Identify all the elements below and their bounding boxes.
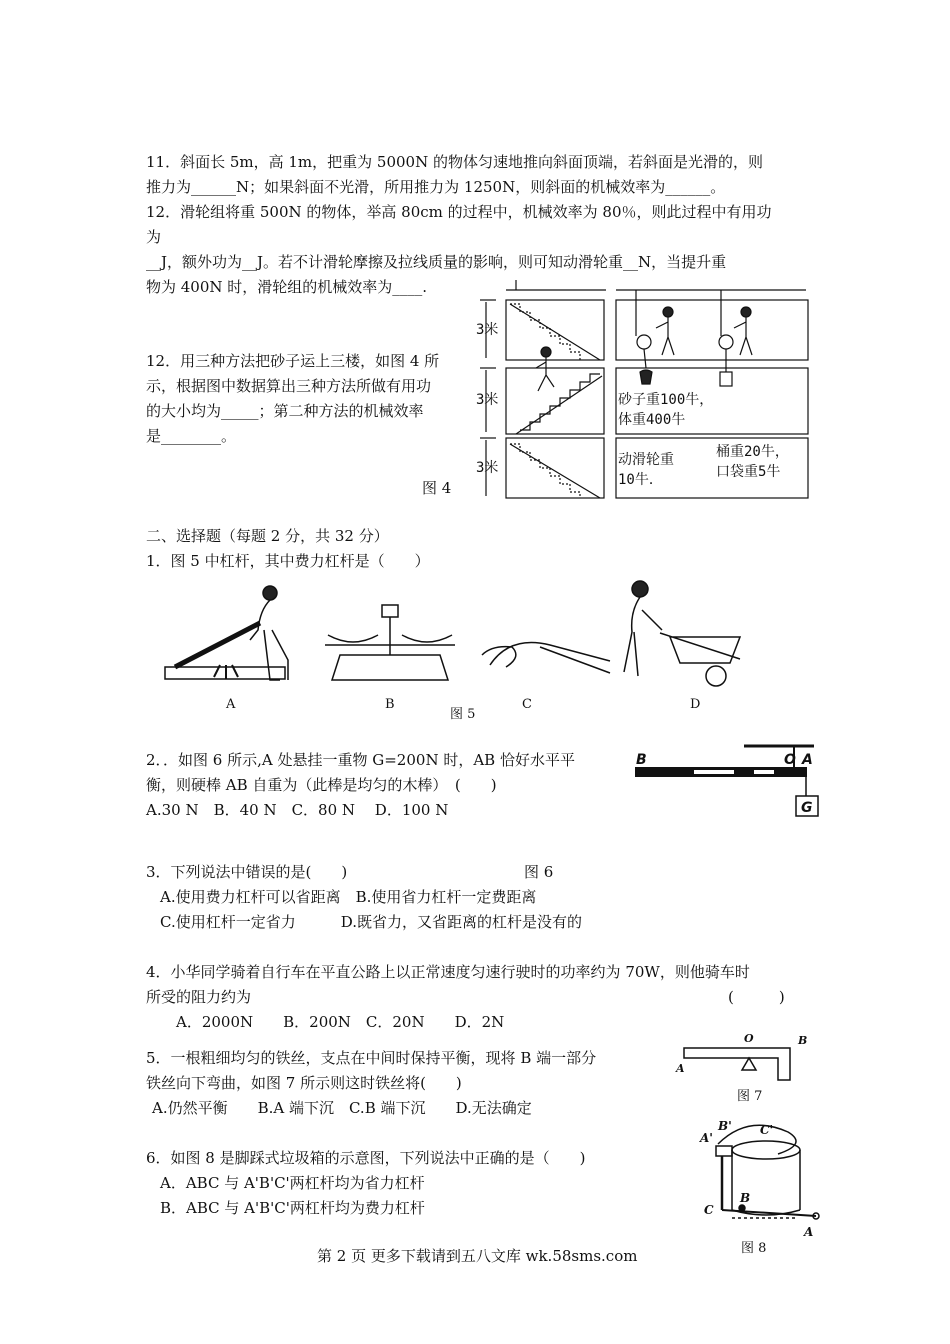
fig4-pulley-val: 10牛． (618, 472, 663, 488)
fig8-label-b: B (740, 1191, 751, 1205)
fig7-label-b: B (798, 1034, 808, 1047)
q6-option-b: B．ABC 与 A'B'C'两杠杆均为费力杠杆 (160, 1199, 425, 1217)
q12b-line1: 12．用三种方法把砂子运上三楼，如图 4 所 (146, 352, 440, 370)
fig4-pulley: 动滑轮重 (618, 452, 674, 468)
fig6-label-b: B (636, 752, 647, 768)
q1-stem: 1．图 5 中杠杆，其中费力杠杆是（ ） (146, 552, 430, 570)
q4-line1: 4．小华同学骑着自行车在平直公路上以正常速度匀速行驶时的功率约为 70W，则他骑车时 (146, 963, 750, 981)
fig6-label-o: O (784, 752, 796, 768)
q12a-line4: 物为 400N 时，滑轮组的机械效率为____. (146, 278, 428, 296)
fig8-label-a-prime: A' (700, 1131, 713, 1145)
fig5-caption: 图 5 (450, 707, 476, 722)
q1-label-b: B (385, 697, 395, 712)
figure-6 (634, 742, 824, 822)
page-footer: 第 2 页 更多下载请到五八文库 wk.58sms.com (317, 1247, 638, 1265)
fig8-label-a: A (804, 1225, 814, 1239)
q1-label-c: C (522, 697, 532, 712)
q11-line2: 推力为______N；如果斜面不光滑，所用推力为 1250N，则斜面的机械效率为______。 (146, 178, 726, 196)
fig4-bag: 口袋重5牛 (716, 464, 781, 480)
q5-options: A.仍然平衡 B.A 端下沉 C.B 端下沉 D.无法确定 (152, 1099, 532, 1117)
fig4-sand: 砂子重100牛， (618, 392, 714, 408)
q12a-line2: 为 (146, 228, 162, 246)
figure-8 (698, 1112, 828, 1238)
q1-label-a: A (226, 697, 236, 712)
figure-4 (476, 280, 812, 502)
fig4-bucket: 桶重20牛， (716, 444, 789, 460)
fig6-caption: 图 6 (524, 863, 554, 881)
fig6-label-a: A (802, 752, 813, 768)
fig8-label-c: C (704, 1203, 714, 1217)
fig4-height-label-2: 3米 (476, 392, 499, 408)
q12a-line3: __J，额外功为__J。若不计滑轮摩擦及拉线质量的影响，则可知动滑轮重__N，当提升重 (146, 253, 727, 271)
q1-label-d: D (690, 697, 701, 712)
q12a-line1: 12．滑轮组将重 500N 的物体，举高 80cm 的过程中，机械效率为 80％，则此过程中有用功 (146, 203, 772, 221)
fig4-height-label-3: 3米 (476, 460, 499, 476)
q5-line2: 铁丝向下弯曲，如图 7 所示则这时铁丝将( ) (146, 1074, 462, 1092)
q2-line2: 衡，则硬棒 AB 自重为（此棒是均匀的木棒） ( ) (146, 776, 497, 794)
q3-stem: 3．下列说法中错误的是( ) (146, 863, 348, 881)
q4-bracket: ( ) (728, 988, 785, 1006)
fig7-label-a: A (676, 1062, 685, 1075)
q2-line1: 2．．如图 6 所示,A 处悬挂一重物 G=200N 时，AB 恰好水平平 (146, 751, 575, 769)
fig4-caption: 图 4 (422, 479, 452, 497)
q5-line1: 5．一根粗细均匀的铁丝，支点在中间时保持平衡，现将 B 端一部分 (146, 1049, 597, 1067)
q4-options: A．2000N B．200N C．20N D．2N (176, 1013, 505, 1031)
q3-options-cd: C.使用杠杆一定省力 D.既省力，又省距离的杠杆是没有的 (160, 913, 582, 931)
q3-options-ab: A.使用费力杠杆可以省距离 B.使用省力杠杆一定费距离 (160, 888, 537, 906)
fig8-caption: 图 8 (741, 1241, 767, 1256)
fig6-label-g: G (801, 800, 813, 816)
q6-option-a: A．ABC 与 A'B'C'两杠杆均为省力杠杆 (160, 1174, 425, 1192)
fig4-height-label-1: 3米 (476, 322, 499, 338)
q12b-line3: 的大小均为_____；第二种方法的机械效率 (146, 402, 424, 420)
fig4-body: 体重400牛 (618, 412, 686, 428)
section2-heading: 二、选择题（每题 2 分，共 32 分） (146, 527, 389, 545)
fig8-label-c-prime: C' (760, 1123, 774, 1137)
q12b-line4: 是________。 (146, 427, 237, 445)
q6-stem: 6．如图 8 是脚踩式垃圾箱的示意图，下列说法中正确的是（ ) (146, 1149, 586, 1167)
q2-options: A.30 N B．40 N C．80 N D．100 N (146, 801, 449, 819)
fig7-label-o: O (744, 1032, 754, 1045)
q4-line2: 所受的阻力约为 (146, 988, 252, 1006)
figure-5 (160, 575, 760, 712)
q12b-line2: 示，根据图中数据算出三种方法所做有用功 (146, 377, 432, 395)
fig7-caption: 图 7 (737, 1089, 763, 1104)
fig8-label-b-prime: B' (718, 1119, 732, 1133)
q11-line1: 11．斜面长 5m，高 1m，把重为 5000N 的物体匀速地推向斜面顶端，若斜面是光滑的，则 (146, 153, 763, 171)
